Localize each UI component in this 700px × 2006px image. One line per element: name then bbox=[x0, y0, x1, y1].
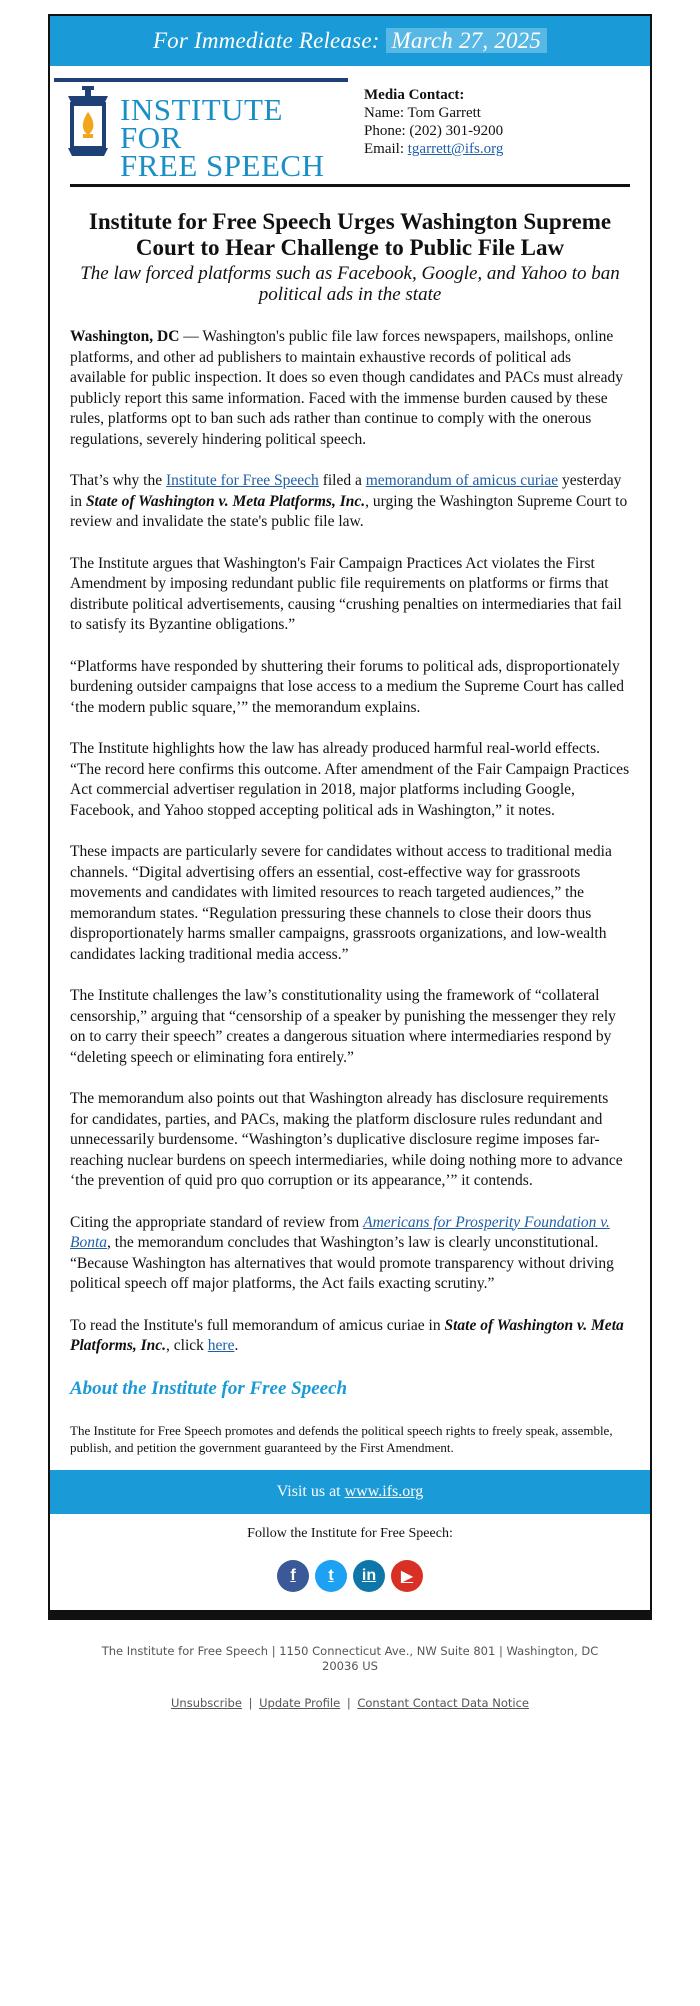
logo-line-2: FREE SPEECH bbox=[120, 148, 325, 183]
case-name: State of Washington v. Meta Platforms, Inc. bbox=[85, 492, 366, 510]
paragraph-10 bbox=[70, 1316, 630, 1357]
lamp-icon bbox=[64, 86, 112, 160]
paragraph-8: The memorandum also points out that Washington already has disclosure requirements for candidates, parties, and PACs, making the platform disclosure rules redundant and unnecessarily burdensome. “Washington’s duplicative disclosure regime imposes far-reaching nuclear burdens on speech intermediaries, while doing nothing more to advance ‘the prevention of quid pro quo corruption or its appearance,’” it contends. bbox=[70, 1090, 623, 1189]
contact-name: Name: Tom Garrett bbox=[364, 105, 481, 121]
headline: Institute for Free Speech Urges Washington Supreme Court to Hear Challenge to Public File Law bbox=[88, 209, 612, 260]
about-heading: About the Institute for Free Speech bbox=[70, 1377, 348, 1399]
contact-title: Media Contact: bbox=[364, 87, 465, 103]
paragraph-10-text-b: , click bbox=[166, 1337, 208, 1354]
paragraph-9-text-a: Citing the appropriate standard of review from bbox=[70, 1213, 364, 1231]
bottom-bar bbox=[50, 1610, 650, 1618]
paragraph-2-text-b: filed a bbox=[318, 472, 366, 489]
unsubscribe-link[interactable]: Unsubscribe bbox=[171, 1695, 242, 1710]
release-banner bbox=[50, 16, 650, 66]
data-notice-link[interactable]: Constant Contact Data Notice bbox=[357, 1695, 529, 1710]
paragraph-10-text-c: . bbox=[234, 1337, 239, 1354]
media-contact bbox=[364, 78, 503, 184]
paragraph-2-text-a: That’s why the bbox=[70, 472, 166, 489]
paragraph-10-text-a: To read the Institute's full memorandum of amicus curiae in bbox=[70, 1316, 445, 1334]
logo-line-1: INSTITUTE FOR bbox=[120, 92, 283, 155]
visit-bar bbox=[50, 1470, 650, 1514]
contact-phone: Phone: (202) 301-9200 bbox=[364, 123, 504, 139]
header bbox=[50, 66, 650, 184]
footer bbox=[48, 1620, 652, 1711]
website-link[interactable]: www.ifs.org bbox=[344, 1482, 424, 1500]
footer-links bbox=[48, 1696, 652, 1711]
visit-prefix: Visit us at bbox=[276, 1482, 345, 1500]
divider bbox=[70, 184, 630, 187]
paragraph-6: These impacts are particularly severe for candidates without access to traditional media channels. “Digital advertising offers an essential, cost-effective way for grassroots movements and candidates with limited resources to reach targeted audiences,” the memorandum states. “Regulation pressuring these channels to close their doors thus disproportionately harms smaller campaigns, grassroots organizations, and low-wealth candidates lacking traditional media access.” bbox=[70, 843, 612, 963]
about-text: The Institute for Free Speech promotes and defends the political speech rights to freely speak, assemble, publish, and petition the government guaranteed by the First Amendment. bbox=[70, 1422, 613, 1455]
linkedin-icon[interactable]: in bbox=[353, 1560, 385, 1592]
footer-separator: | bbox=[346, 1695, 351, 1710]
paragraph-3: The Institute argues that Washington's Fair Campaign Practices Act violates the First Amendment by imposing redundant public file requirements on platforms or firms that distribute political advertisements, causing “crushing penalties on intermediaries that fail to satisfy its Byzantine obligations.” bbox=[70, 554, 622, 633]
paragraph-9-text-b: , the memorandum concludes that Washington’s law is clearly unconstitutional. “Because Washington has alternatives that would promote transparency without driving political speech off major platforms, the Act fails exacting scrutiny.” bbox=[70, 1234, 614, 1292]
footer-address: The Institute for Free Speech | 1150 Connecticut Ave., NW Suite 801 | Washington, DC 20036 US bbox=[101, 1643, 599, 1673]
logo-wordmark bbox=[120, 92, 352, 183]
update-profile-link[interactable]: Update Profile bbox=[259, 1695, 341, 1710]
logo-rule bbox=[54, 78, 348, 82]
email-container bbox=[48, 14, 652, 1620]
facebook-icon[interactable]: f bbox=[277, 1560, 309, 1592]
follow-label: Follow the Institute for Free Speech: bbox=[247, 1525, 453, 1541]
footer-separator: | bbox=[248, 1695, 253, 1710]
paragraph-5: The Institute highlights how the law has already produced harmful real-world effects. “The record here confirms this outcome. After amendment of the Fair Campaign Practices Act commercial advertiser regulation in 2018, major platforms including Google, Facebook, and Yahoo stopped accepting political ads in Washington,” it notes. bbox=[70, 740, 630, 819]
youtube-icon[interactable]: ▶ bbox=[391, 1560, 423, 1592]
paragraph-7: The Institute challenges the law’s constitutionality using the framework of “collateral censorship,” arguing that “censorship of a speaker by punishing the messenger they rely on to carry their speech” creates a dangerous situation where intermediaries respond by “deleting speech or eliminating fora entirely.” bbox=[70, 987, 616, 1066]
release-date: March 27, 2025 bbox=[386, 28, 548, 53]
ifs-logo[interactable] bbox=[54, 78, 352, 184]
twitter-icon[interactable]: t bbox=[315, 1560, 347, 1592]
release-prefix: For Immediate Release: bbox=[152, 28, 380, 53]
article bbox=[50, 209, 650, 1456]
paragraph-1 bbox=[70, 327, 630, 450]
contact-email-label: Email: bbox=[364, 141, 408, 157]
dateline: Washington, DC bbox=[70, 328, 180, 345]
paragraph-2-text-c: yesterday in bbox=[70, 472, 622, 510]
paragraph-1-text: — Washington's public file law forces newspapers, mailshops, online platforms, and other ad publishers to maintain exhaustive records of political ads available for public inspection. It does so even though candidates and PACs must already publicly report this same information. Faced with the immense burden caused by these rules, platforms opt to ban such ads rather than continue to comply with the onerous regulations, severely hindering political speech. bbox=[70, 328, 623, 448]
memorandum-link[interactable]: memorandum of amicus curiae bbox=[365, 472, 559, 489]
contact-email-row bbox=[364, 140, 503, 158]
case-name-2: State of Washington v. Meta Platforms, Inc. bbox=[70, 1316, 624, 1354]
subheadline: The law forced platforms such as Facebook, Google, and Yahoo to ban political ads in the state bbox=[80, 263, 620, 305]
ifs-link[interactable]: Institute for Free Speech bbox=[166, 472, 319, 489]
paragraph-9 bbox=[70, 1213, 630, 1295]
read-memorandum-link[interactable]: here bbox=[207, 1337, 235, 1354]
social-icons bbox=[50, 1542, 650, 1610]
contact-email-link[interactable]: tgarrett@ifs.org bbox=[407, 141, 504, 157]
paragraph-4: “Platforms have responded by shuttering their forums to political ads, disproportionately burdening outsider campaigns that lose access to a medium the Supreme Court has called ‘the modern public square,’” the memorandum explains. bbox=[70, 657, 624, 716]
paragraph-2 bbox=[70, 471, 630, 533]
bonta-case-link[interactable]: Americans for Prosperity Foundation v. Bonta bbox=[70, 1213, 610, 1251]
paragraph-2-text-d: , urging the Washington Supreme Court to review and invalidate the state's public file law. bbox=[70, 492, 628, 530]
